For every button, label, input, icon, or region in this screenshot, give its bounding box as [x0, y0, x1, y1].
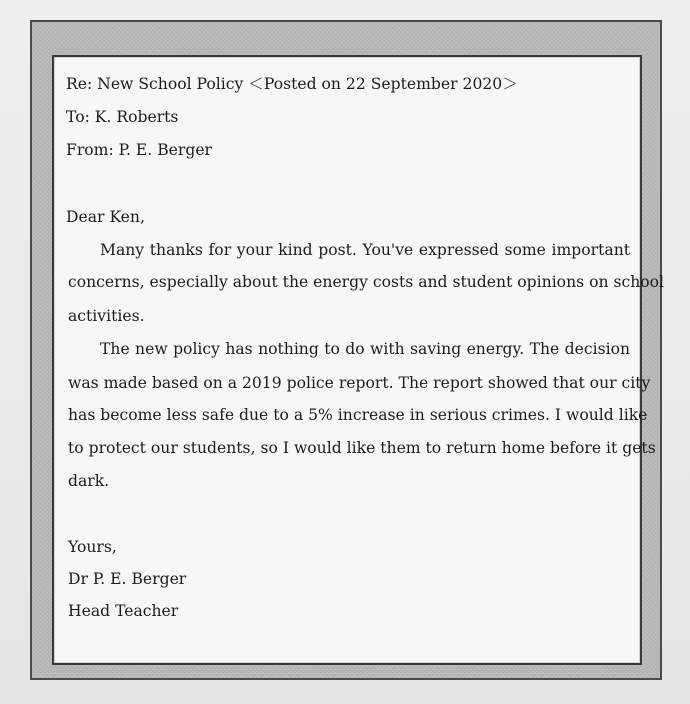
subject-line: Re: New School Policy ＜Posted on 22 September 2020＞ [66, 75, 518, 93]
paragraph2-line1: The new policy has nothing to do with saving energy. The decision [100, 340, 630, 358]
paragraph1-line3: activities. [68, 307, 145, 325]
paragraph2-line3: has become less safe due to a 5% increase in serious crimes. I would like [68, 406, 648, 424]
signature-name: Dr P. E. Berger [68, 570, 187, 588]
recipient-line: To: K. Roberts [66, 108, 179, 126]
paragraph1-line2: concerns, especially about the energy costs and student opinions on school [68, 273, 664, 291]
closing: Yours, [68, 538, 117, 556]
signature-title: Head Teacher [68, 602, 179, 620]
sender-line: From: P. E. Berger [66, 141, 213, 159]
paragraph2-line5: dark. [68, 472, 110, 490]
paragraph2-line2: was made based on a 2019 police report. The report showed that our city [68, 374, 651, 392]
salutation: Dear Ken, [66, 208, 145, 226]
paragraph1-line1: Many thanks for your kind post. You've expressed some important [100, 241, 630, 259]
paragraph2-line4: to protect our students, so I would like them to return home before it gets [68, 439, 656, 457]
